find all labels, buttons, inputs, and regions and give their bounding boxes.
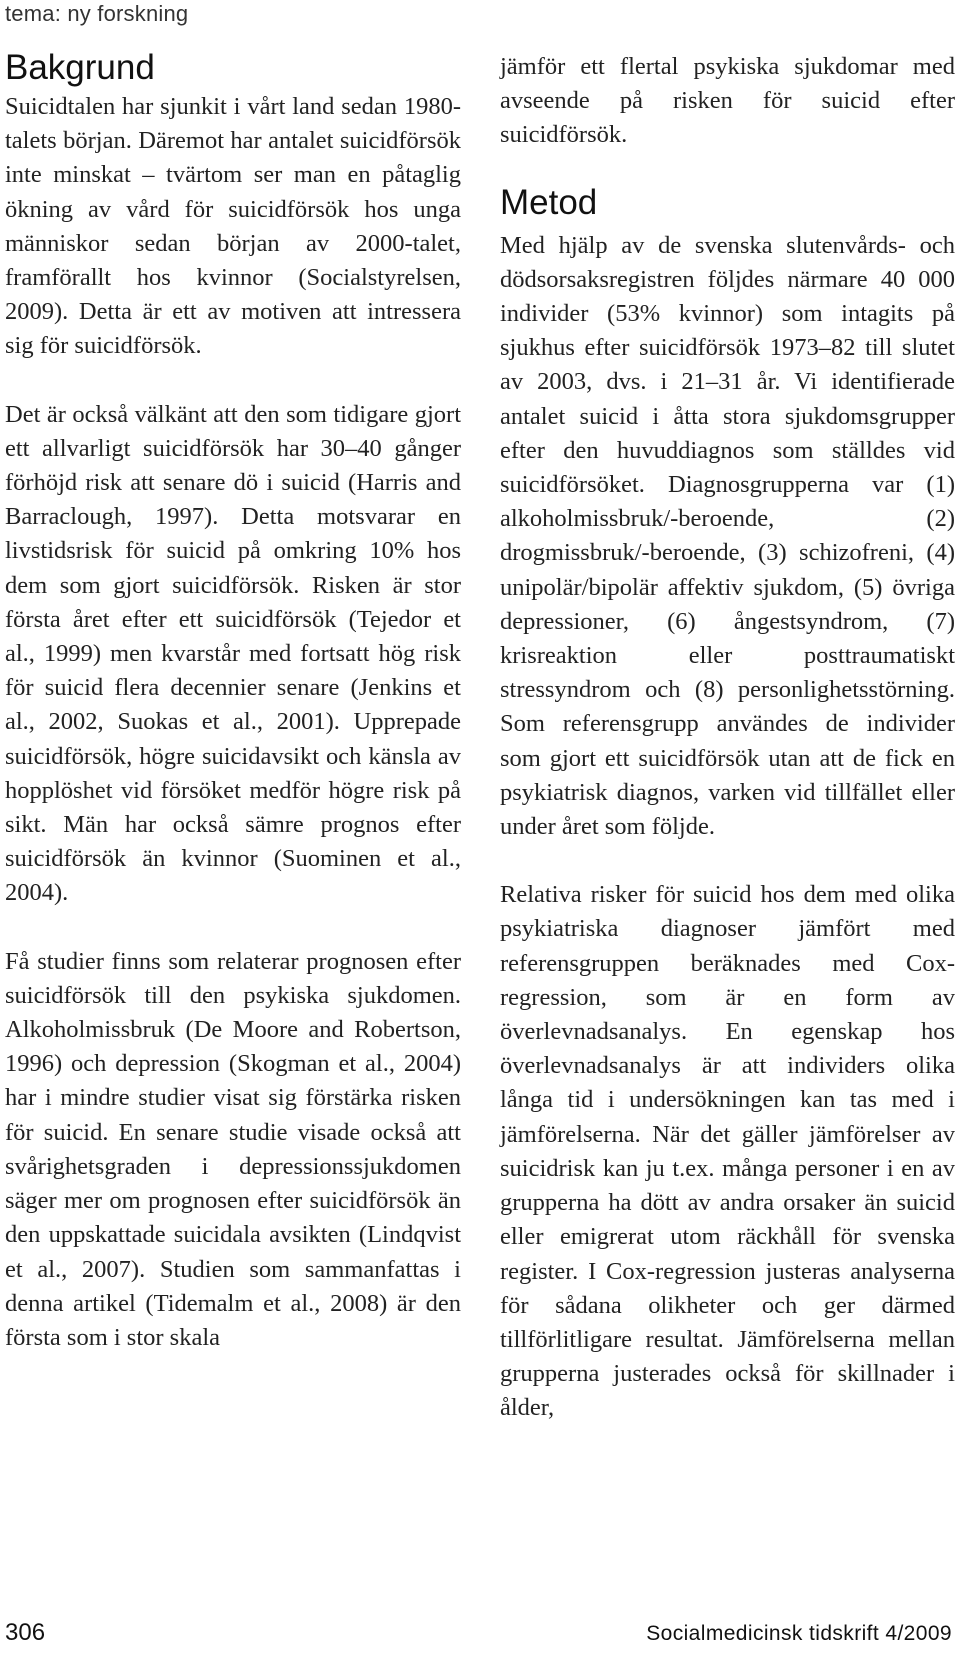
paragraph-gap [5,364,461,398]
left-column [5,48,461,1355]
section-tag: tema: ny forskning [5,1,189,26]
paragraph-metod-2: Relativa risker för suicid hos dem med olika psykiatriska diagnoser jämfört med referensgruppen beräknades med Cox-regression, som är en form av överlevnadsanalys. En egenskap hos överlevnadsanalys är att individers olika långa tid i undersökningen kan tas med i jämförelserna. När det gäller jämförelser av suicidrisk kan ju t.ex. många personer i en av grupperna ha dött av andra orsaker än suicid eller emigrerat utom räckhåll för svenska register. I Cox-regression justeras analyserna för sådana olikheter och ger därmed tillförlitligare resultat. Jämförelserna mellan grupperna justerades också för skillnader i ålder, [500,881,955,1422]
paragraph-metod-1: Med hjälp av de svenska slutenvårds- och dödsorsaksregistren följdes närmare 40 000 individer (53% kvinnor) som intagits på sjukhus efter suicidförsök 1973–82 till slutet av 2003, dvs. i 21–31 år. Vi identifierade antalet suicid i åtta stora sjukdomsgrupper efter den huvuddiagnos som ställdes vid suicidförsöket. Diagnosgrupperna var (1) alkoholmissbruk/-beroende, (2) drogmissbruk/-beroende, (3) schizofreni, (4) unipolär/bipolär affektiv sjukdom, (5) övriga depressioner, (6) ångestsyndrom, (7) krisreaktion eller posttraumatiskt stressyndrom och (8) personlighetsstörning. Som referensgrupp användes de individer som gjort ett suicidförsök utan att de fick en psykiatrisk diagnos, varken vid tillfället eller under året som följde. [500,231,955,841]
right-column [500,50,955,1426]
heading-bakgrund: Bakgrund [5,48,155,87]
paragraph-gap [500,844,955,878]
paragraph-bakgrund-2: Det är också välkänt att den som tidigare gjort ett allvarligt suicidförsök har 30–40 gånger förhöjd risk att senare dö i suicid (Harris and Barraclough, 1997). Detta motsvarar en livstidsrisk för suicid på omkring 10% hos dem som gjort suicidförsök. Risken är stor första året efter ett suicidförsök (Tejedor et al., 1999) men kvarstår med fortsatt hög risk för suicid flera decennier senare (Jenkins et al., 2002, Suokas et al., 2001). Upprepade suicidförsök, högre suicidavsikt och känsla av hopplöshet vid försöket medför högre risk på sikt. Män har också sämre prognos efter suicidförsök än kvinnor (Suominen et al., 2004). [5,400,461,907]
paragraph-gap [5,911,461,945]
page-number: 306 [5,1619,46,1646]
paragraph-continuation: jämför ett flertal psykiska sjukdomar med avseende på risken för suicid efter suicidförsök. [500,53,955,149]
heading-metod: Metod [500,182,598,222]
paragraph-bakgrund-1: Suicidtalen har sjunkit i vårt land sedan 1980-talets början. Däremot har antalet suicidförsök inte minskat – tvärtom ser man en påtaglig ökning av vård för suicidförsök hos unga människor sedan början av 2000-talet, framförallt hos kvinnor (Socialstyrelsen, 2009). Detta är ett av motiven att intressera sig för suicidförsök. [5,93,461,360]
paragraph-bakgrund-3: Få studier finns som relaterar prognosen efter suicidförsök till den psykiska sjukdomen. Alkoholmissbruk (De Moore and Robertson, 1996) och depression (Skogman et al., 2004) har i mindre studier visat sig förstärka risken för suicid. En senare studie visade också att svårighetsgraden i depressionssjukdomen säger mer om prognosen efter suicidförsök än den uppskattade suicidala avsikten (Lindqvist et al., 2007). Studien som sammanfattas i denna artikel (Tidemalm et al., 2008) är den första som i stor skala [5,947,461,1351]
journal-name: Socialmedicinsk tidskrift 4/2009 [646,1622,952,1645]
